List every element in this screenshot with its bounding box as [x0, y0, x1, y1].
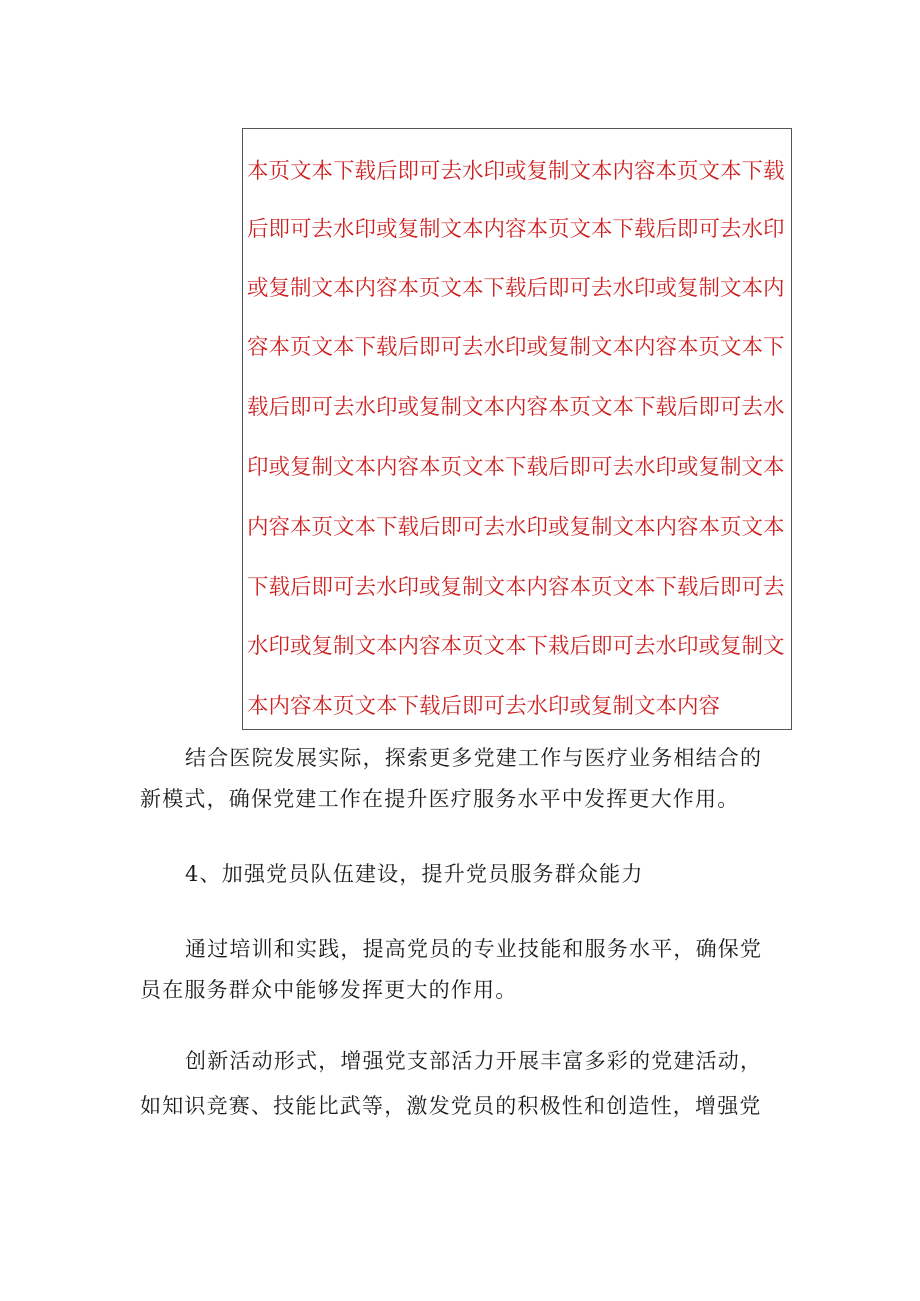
notice-line: 下载后即可去水印或复制文本内容本页文本下载后即可去 — [247, 575, 785, 600]
notice-line: 容本页文本下载后即可去水印或复制文本内容本页文本下 — [247, 335, 785, 360]
paragraph-3-line-2: 如知识竞赛、技能比武等，激发党员的积极性和创造性，增强党 — [140, 1094, 762, 1118]
notice-line: 后即可去水印或复制文本内容本页文本下载后即可去水印 — [247, 217, 785, 242]
paragraph-1-line-2: 新模式，确保党建工作在提升医疗服务水平中发挥更大作用。 — [140, 787, 740, 811]
notice-line: 印或复制文本内容本页文本下载后即可去水印或复制文本 — [247, 455, 785, 480]
notice-line: 或复制文本内容本页文本下载后即可去水印或复制文本内 — [247, 276, 785, 301]
paragraph-3-line-1: 创新活动形式，增强党支部活力开展丰富多彩的党建活动， — [185, 1049, 763, 1073]
notice-line: 内容本页文本下载后即可去水印或复制文本内容本页文本 — [247, 515, 785, 540]
paragraph-2-line-2: 员在服务群众中能够发挥更大的作用。 — [140, 978, 518, 1002]
section-heading-4: 4、加强党员队伍建设，提升党员服务群众能力 — [185, 862, 644, 886]
watermark-notice-box — [242, 128, 792, 730]
notice-line: 水印或复制文本内容本页文本下栽后即可去水印或复制文 — [247, 634, 785, 659]
notice-line: 本页文本下载后即可去水印或复制文本内容本页文本下载 — [247, 159, 785, 184]
notice-line: 本内容本页文本下载后即可去水印或复制文本内容 — [247, 694, 721, 719]
notice-line: 载后即可去水印或复制文本内容本页文本下载后即可去水 — [247, 395, 785, 420]
paragraph-2-line-1: 通过培训和实践，提高党员的专业技能和服务水平，确保党 — [185, 937, 763, 961]
paragraph-1-line-1: 结合医院发展实际，探索更多党建工作与医疗业务相结合的 — [185, 746, 763, 770]
